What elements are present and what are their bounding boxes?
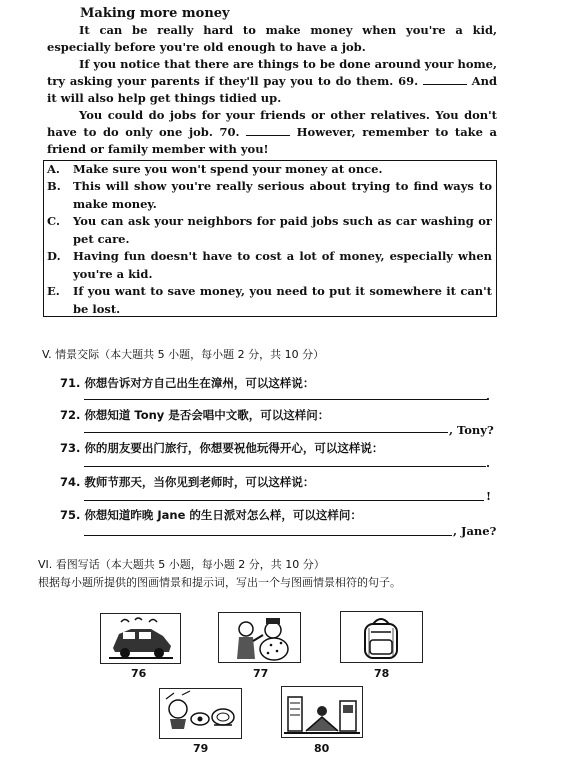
car-wash-icon [101, 614, 180, 663]
answer-blank-69[interactable] [423, 74, 467, 85]
paragraph-2-text: If you notice that there are things to be done around your home, try asking your parents if they'll pay you to do them. [47, 57, 497, 88]
answer-blank-70[interactable] [246, 125, 290, 136]
picture-78-number: 78 [374, 667, 390, 680]
section-6-heading: VI. 看图写话（本大题共 5 小题，每小题 2 分，共 10 分） [38, 558, 325, 571]
answer-tail-74: ! [486, 489, 492, 503]
answer-line-74[interactable] [84, 500, 484, 501]
paragraph-1-text: It can be really hard to make money when you're a kid, especially before you're old enough to have a job. [47, 23, 497, 54]
snowman-icon [219, 613, 300, 662]
paragraph-1 [47, 22, 497, 56]
section-6-instruction: 根据每小题所提供的图画情景和提示词，写出一个与图画情景相符的句子。 [38, 576, 401, 589]
option-text: Having fun doesn't have to cost a lot of money, especially when you're a kid. [73, 249, 492, 281]
picture-76-number: 76 [131, 667, 147, 680]
paragraph-3-text: You could do jobs for your friends or other relatives. You don't have to do only one job. [47, 108, 497, 139]
option-key: A. [47, 162, 60, 176]
answer-tail-75: , Jane? [453, 524, 497, 538]
question-75: 75. 你想知道昨晚 Jane 的生日派对怎么样，可以这样问： [60, 508, 362, 522]
question-73: 73. 你的朋友要出门旅行，你想要祝他玩得开心，可以这样说： [60, 441, 384, 455]
answer-line-73[interactable] [84, 466, 486, 467]
backpack-icon [341, 612, 422, 662]
answer-line-75[interactable] [84, 535, 452, 536]
option-d [47, 248, 492, 283]
section-5-heading: V. 情景交际（本大题共 5 小题，每小题 2 分，共 10 分） [42, 348, 325, 361]
question-72: 72. 你想知道 Tony 是否会唱中文歌，可以这样问： [60, 408, 330, 422]
passage-title: Making more money [80, 6, 230, 21]
option-text: Make sure you won't spend your money at once. [73, 162, 383, 176]
workshop-icon [282, 687, 362, 737]
option-text: This will show you're really serious about trying to find ways to make money. [73, 179, 492, 211]
picture-78 [340, 611, 423, 663]
picture-80 [281, 686, 363, 738]
answer-tail-71: . [486, 389, 491, 403]
question-74: 74. 教师节那天，当你见到老师时，可以这样说： [60, 475, 315, 489]
picture-80-number: 80 [314, 742, 330, 755]
option-key: E. [47, 284, 60, 298]
option-c [47, 213, 492, 248]
option-text: You can ask your neighbors for paid jobs such as car washing or pet care. [73, 214, 492, 246]
answer-line-71[interactable] [84, 399, 488, 400]
answer-tail-73: . [486, 456, 491, 470]
mooncake-icon [160, 689, 241, 738]
options-box [43, 160, 497, 317]
option-key: B. [47, 179, 61, 193]
picture-77-number: 77 [253, 667, 269, 680]
option-key: C. [47, 214, 60, 228]
picture-76 [100, 613, 181, 664]
question-71: 71. 你想告诉对方自己出生在漳州，可以这样说： [60, 376, 315, 390]
answer-tail-72: , Tony? [449, 423, 494, 437]
picture-77 [218, 612, 301, 663]
option-e [47, 283, 492, 318]
paragraph-3-text-b: However, remember to take a friend or family member with you! [47, 125, 497, 156]
question-69-number: 69. [398, 74, 419, 88]
option-text: If you want to save money, you need to put it somewhere it can't be lost. [73, 284, 492, 316]
option-a [47, 161, 492, 179]
picture-79-number: 79 [193, 742, 209, 755]
paragraph-2-text-b: And it will also help get things tidied up. [47, 74, 497, 105]
answer-line-72[interactable] [84, 432, 448, 433]
paragraph-2 [47, 56, 497, 107]
option-key: D. [47, 249, 61, 263]
question-70-number: 70. [219, 125, 240, 139]
picture-79 [159, 688, 242, 739]
option-b [47, 178, 492, 213]
paragraph-3 [47, 107, 497, 158]
